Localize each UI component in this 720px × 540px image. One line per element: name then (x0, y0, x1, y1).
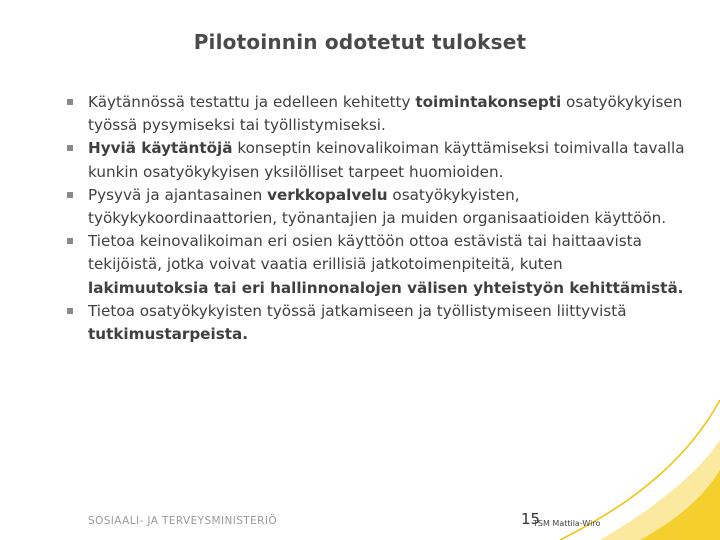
page-number: 15 (521, 510, 541, 528)
bullet-item (66, 300, 686, 346)
bullet-item (66, 91, 686, 137)
slide-title: Pilotoinnin odotetut tulokset (193, 30, 527, 54)
bullet-square-icon (67, 238, 73, 244)
bullet-square-icon (67, 99, 73, 105)
bullet-text: Tietoa keinovalikoiman eri osien käyttöön ottoa estävistä tai haittaavista tekijöistä, jotka voivat vaatia erillisiä jatkotoimenpiteitä, kuten (88, 232, 642, 274)
bullet-square-icon (67, 308, 73, 314)
bullet-text-bold: verkkopalvelu (267, 185, 388, 204)
bullet-item (66, 230, 686, 300)
bullet-text: osatyökykyisen työssä pysymiseksi tai työllistymiseksi. (88, 93, 683, 135)
footer-ministry-logo-text: SOSIAALI- JA TERVEYSMINISTERIÖ (88, 515, 277, 527)
bullet-text: Tietoa osatyökykyisten työssä jatkamiseen ja työllistymiseen liittyvistä (88, 301, 627, 320)
bullet-text-bold: Hyviä käytäntöjä (88, 139, 233, 158)
bullet-item (66, 184, 686, 230)
bullet-text-bold: toimintakonsepti (415, 93, 562, 111)
bullet-square-icon (67, 192, 73, 198)
wave-fill-back (600, 440, 720, 540)
bullet-square-icon (67, 145, 73, 151)
bullet-text: Käytännössä testattu ja edelleen kehitetty (88, 93, 416, 111)
bullet-text-bold: lakimuutoksia tai eri hallinnonalojen välisen yhteistyön kehittämistä. (88, 278, 684, 297)
bullet-text: konseptin keinovalikoiman käyttämiseksi toimivalla tavalla kunkin osatyökykyisen yksilölliset tarpeet huomioiden. (88, 139, 685, 181)
bullet-text-bold: tutkimustarpeista. (88, 325, 249, 344)
bullet-list (66, 91, 686, 346)
footer-author: TSM Mattila-Wiro (533, 519, 601, 528)
bullet-item (66, 137, 686, 183)
wave-fill-front (640, 470, 720, 540)
bullet-text: Pysyvä ja ajantasainen (88, 185, 268, 204)
bullet-text: osatyökykyisten, työkykykoordinaattorien, työnantajien ja muiden organisaatioiden käyttöön. (88, 185, 667, 228)
